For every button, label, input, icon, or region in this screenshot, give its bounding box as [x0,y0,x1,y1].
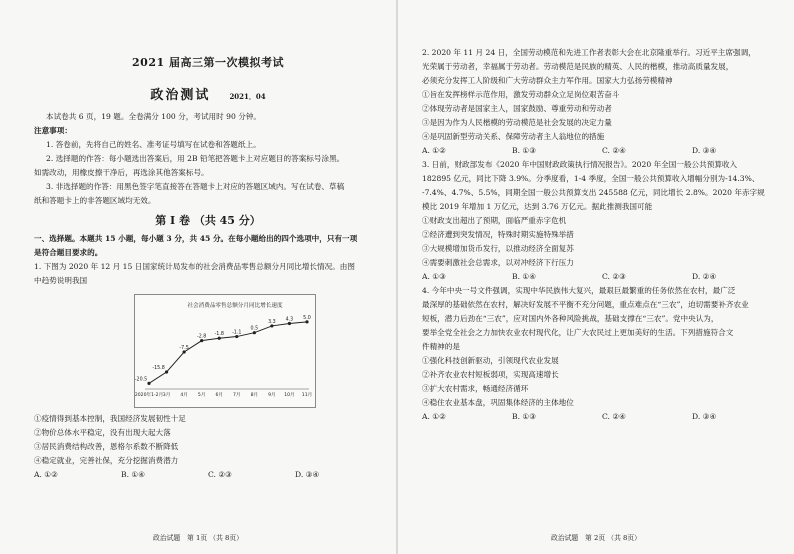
left-footer: 政治试题 第 1页 （共 8页） [153,534,243,542]
q4-stem-3: 短板，潜力后劲在“三农”，应对国内外各种风险挑战，基础支撑在“三农”。党中央认为， [422,314,719,323]
q4-option-d: D. ③④ [692,412,717,421]
data-label-3: -7.5 [179,346,189,351]
q2-stem-3: 必须充分发挥工人阶级和广大劳动群众主力军作用。国家大力弘扬劳模精神 [422,76,673,85]
q4-stem-2: 最深厚的基础依然在农村，解决好发展不平衡不充分问题，重点难点在“三农”，迫切需要补齐农业 [422,300,749,309]
q1-option-c: C. ②③ [208,470,232,479]
q4-options [422,410,782,424]
q3-statement-2: ②经济遭到突发情况，特殊时期实施特殊举措 [422,230,574,239]
subject-row [34,84,382,104]
q4-option-c: C. ②④ [602,412,626,421]
q2-stem-2: 光荣属于劳动者，幸福属于劳动者。劳动模范是民族的精英、人民的楷模，推动高质量发展， [422,62,734,71]
note-3-cont: 纸和答题卡上的非答题区域均无效。 [34,196,156,205]
tick-label-9: 10月 [284,393,295,398]
q3-stem-3: -7.4%、4.7%、5.5%，同期全国一般公共预算支出 245588 亿元，同比增长 2.8%。2020 年赤字规 [422,188,765,197]
data-label-2: -15.8 [152,366,165,372]
q2-stem-1: 2. 2020 年 11 月 24 日，全国劳动模范和先进工作者表彰大会在北京隆重举行。习近平主席强调， [422,48,756,57]
q3-option-d: D. ②④ [692,272,717,281]
tick-label-6: 7月 [233,393,241,398]
tick-label-4: 5月 [197,393,206,398]
q3-stem-1: 3. 日前，财政部发布《2020 年中国财政政策执行情况报告》。2020 年全国一般公共预算收入 [422,160,738,169]
q4-option-b: B. ①③ [512,412,537,421]
series-line [149,322,307,384]
exam-date: 2021．04 [229,92,266,101]
q1-option-d: D. ③④ [295,470,320,479]
subject-title: 政治测试 [150,88,211,103]
q2-options [422,144,782,158]
q2-statement-3: ③是因为作为人民楷模的劳动模范是社会发展的决定力量 [422,118,612,127]
q2-option-b: B. ①③ [512,146,537,155]
left-page [0,0,396,554]
part-title: 第 Ⅰ 卷 （共 45 分） [155,214,261,227]
chart-title: 社会消费品零售总额分月同比增长速度 [187,303,283,309]
notes-heading: 注意事项： [34,126,72,135]
q2-statement-1: ①旨在发挥榜样示范作用，激发劳动群众立足岗位艰苦奋斗 [422,90,620,99]
q4-stem-5: 件精神的是 [422,342,460,351]
section-instruction-cont: 是符合题目要求的。 [34,248,103,257]
tick-label-5: 6月 [215,393,223,398]
q4-statement-1: ①强化科技创新驱动，引领现代农业发展 [422,356,559,365]
data-label-9: 4.3 [285,317,294,323]
section-instruction: 一、选择题。本题共 15 小题，每小题 3 分，共 45 分。在每小题给出的四个选项中，只有一项 [34,234,358,243]
exam-intro: 本试卷共 6 页，19 题。全卷满分 100 分，考试用时 90 分钟。 [46,112,262,121]
q2-option-d: D. ③④ [692,146,717,155]
q3-statement-4: ④需要刺激社会总需求，以对冲经济下行压力 [422,258,574,267]
right-footer: 政治试题 第 2页 （共 8页） [551,534,641,542]
q1-option-a: A. ①② [34,470,58,479]
q2-option-a: A. ①② [422,146,446,155]
q2-option-c: C. ②④ [602,146,626,155]
note-2-cont: 如需改动，用橡皮擦干净后，再选涂其他答案标号。 [34,168,209,177]
exam-title: 2021 届高三第一次模拟考试 [132,56,284,69]
data-label-5: -1.8 [214,332,224,338]
q1-options [34,468,382,482]
right-page [398,0,794,554]
note-3: 3. 非选择题的作答：用黑色签字笔直接答在答题卡上对应的答题区域内。写在试卷、草稿 [46,182,345,191]
q3-stem-4: 模比 2019 年增加 1 万亿元，达到 3.76 万亿元。据此推测我国可能 [422,202,653,211]
q4-statement-4: ④稳住农业基本盘，巩固集体经济的主体地位 [422,398,574,407]
q3-statement-1: ①财政支出超出了预期，面临严重赤字危机 [422,216,567,225]
q2-statement-4: ④是巩固新型劳动关系、保障劳动者主人翁地位的措施 [422,132,605,141]
tick-label-10: 11月 [301,393,313,398]
data-label-4: -2.8 [196,334,207,340]
question-1-stem: 1. 下图为 2020 年 12 月 15 日国家统计局发布的社会消费品零售总额分月同比增长情况。由图 [34,262,355,271]
data-label-10: 5.0 [303,315,311,321]
retail-sales-chart-svg [135,295,315,407]
tick-label-2: 3月 [162,393,171,398]
data-label-6: -1.1 [232,330,242,336]
retail-sales-chart [134,294,316,408]
tick-label-8: 9月 [268,393,276,398]
data-label-7: 0.5 [250,326,259,332]
tick-label-7: 8月 [250,393,259,398]
tick-label-1: 2020年1-2月 [135,393,164,398]
q3-stem-2: 182895 亿元，同比下降 3.9%。分季度看，1-4 季度，全国一般公共预算收入增幅分别为-14.3%、 [422,174,760,183]
data-label-8: 3.3 [268,319,276,325]
q4-stem-1: 4. 今年中央一号文件强调，实现中华民族伟大复兴，最艰巨最繁重的任务依然在农村，最广泛 [422,286,736,295]
q3-option-a: A. ①③ [422,272,446,281]
tick-label-3: 4月 [180,393,188,398]
q4-statement-3: ③扩大农村需求，畅通经济循环 [422,384,529,393]
data-point-2 [165,370,168,373]
q1-option-b: B. ①④ [121,470,146,479]
q1-statement-1: ①疫情得到基本控制，我国经济发展韧性十足 [34,414,186,423]
data-point-1 [147,382,150,385]
q3-statement-3: ③大规模增加货币发行，以推动经济全面复苏 [422,244,574,253]
q4-statement-2: ②补齐农业农村短板弱项，实现高速增长 [422,370,559,379]
note-1: 1. 答卷前，先将自己的姓名、准考证号填写在试卷和答题纸上。 [46,140,261,149]
q1-statement-2: ②物价总体水平稳定，没有出现大起大落 [34,428,171,437]
q2-statement-2: ②体现劳动者是国家主人，国家鼓励、尊重劳动和劳动者 [422,104,612,113]
q1-statement-4: ④稳定就业，完善社保，充分挖掘消费潜力 [34,456,179,465]
data-label-1: -20.5 [135,377,148,383]
q4-option-a: A. ①② [422,412,446,421]
note-2: 2. 选择题的作答：每小题选出答案后，用 2B 铅笔把答题卡上对应题目的答案标号涂黑。 [46,154,345,163]
q3-option-c: C. ②③ [602,272,626,281]
question-1-stem-cont: 中趋势说明我国 [34,276,88,285]
q3-options [422,270,782,284]
q3-option-b: B. ①④ [512,272,537,281]
q1-statement-3: ③居民消费结构改善，恩格尔系数不断降低 [34,442,179,451]
q4-stem-4: 要举全党全社会之力加快农业农村现代化，让广大农民过上更加美好的生活。下列措施符合文 [422,328,734,337]
